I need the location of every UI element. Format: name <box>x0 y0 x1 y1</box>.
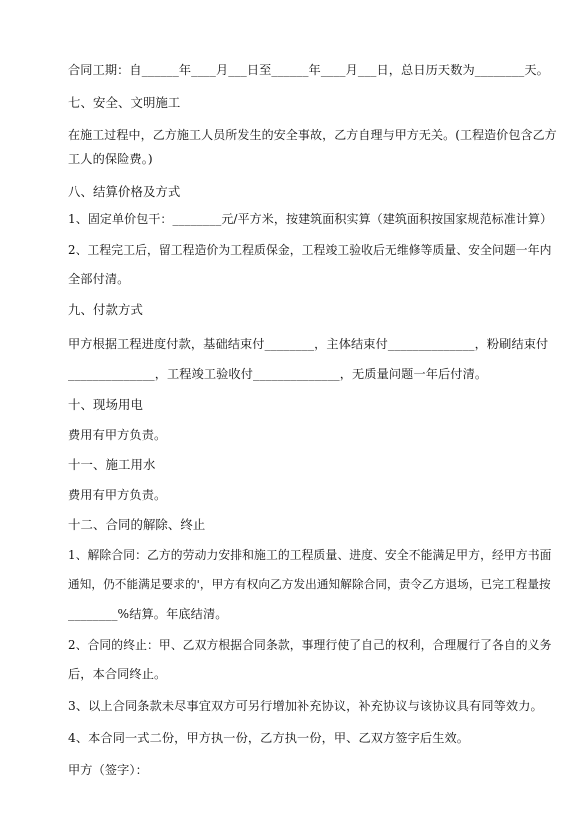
party-a-signature-label: 甲方（签字）： <box>68 763 148 777</box>
section-10-text: 费用有甲方负责。 <box>68 428 167 442</box>
section-11-heading: 十一、施工用水 <box>68 457 156 472</box>
section-9-heading: 九、付款方式 <box>68 302 143 317</box>
section-12-item-1-line-1: 1、解除合同：乙方的劳动力安排和施工的工程质量、进度、安全不能满足甲方，经甲方书面 <box>68 548 552 562</box>
section-10-heading: 十、现场用电 <box>68 397 143 412</box>
section-12-item-4: 4、本合同一式二份，甲方执一份，乙方执一份，甲、乙双方签字后生效。 <box>68 731 470 745</box>
section-12-item-3: 3、以上合同条款未尽事宜双方可另行增加补充协议，补充协议与该协议具有同等效力。 <box>68 699 543 713</box>
section-12-item-1-line-3: ________%结算。年底结清。 <box>68 607 228 621</box>
section-11-text: 费用有甲方负责。 <box>68 488 167 502</box>
section-8-item-1: 1、固定单价包干：________元/平方米，按建筑面积实算（建筑面积按国家规范标准计算） <box>68 212 553 226</box>
section-12-item-1-line-2: 通知，仍不能满足要求的'，甲方有权向乙方发出通知解除合同，责令乙方退场，已完工程量按 <box>68 577 551 591</box>
section-12-item-2-line-1: 2、合同的终止：甲、乙双方根据合同条款，事理行使了自己的权利，合理履行了各自的义务 <box>68 638 552 652</box>
section-8-item-2-line-1: 2、工程完工后，留工程造价为工程质保金，工程竣工验收后无维修等质量、安全问题一年内 <box>68 243 552 257</box>
section-9-text-line-1: 甲方根据工程进度付款，基础结束付________，主体结束付______________，粉刷结束付 <box>68 337 549 351</box>
section-8-heading: 八、结算价格及方式 <box>68 184 181 199</box>
section-12-item-2-line-2: 后，本合同终止。 <box>68 667 167 681</box>
section-9-text-line-2: ______________，工程竣工验收付______________，无质量问题一年后付清。 <box>68 367 488 381</box>
contract-period-line: 合同工期：自______年____月___日至______年____月___日，总日历天数为________天。 <box>68 63 549 77</box>
section-8-item-2-line-2: 全部付清。 <box>68 272 130 286</box>
section-12-heading: 十二、合同的解除、终止 <box>68 517 206 532</box>
section-7-text-line-1: 在施工过程中，乙方施工人员所发生的安全事故，乙方自理与甲方无关。(工程造价包含乙方 <box>68 128 557 142</box>
section-7-heading: 七、安全、文明施工 <box>68 95 181 110</box>
section-7-text-line-2: 工人的保险费。) <box>68 152 153 166</box>
